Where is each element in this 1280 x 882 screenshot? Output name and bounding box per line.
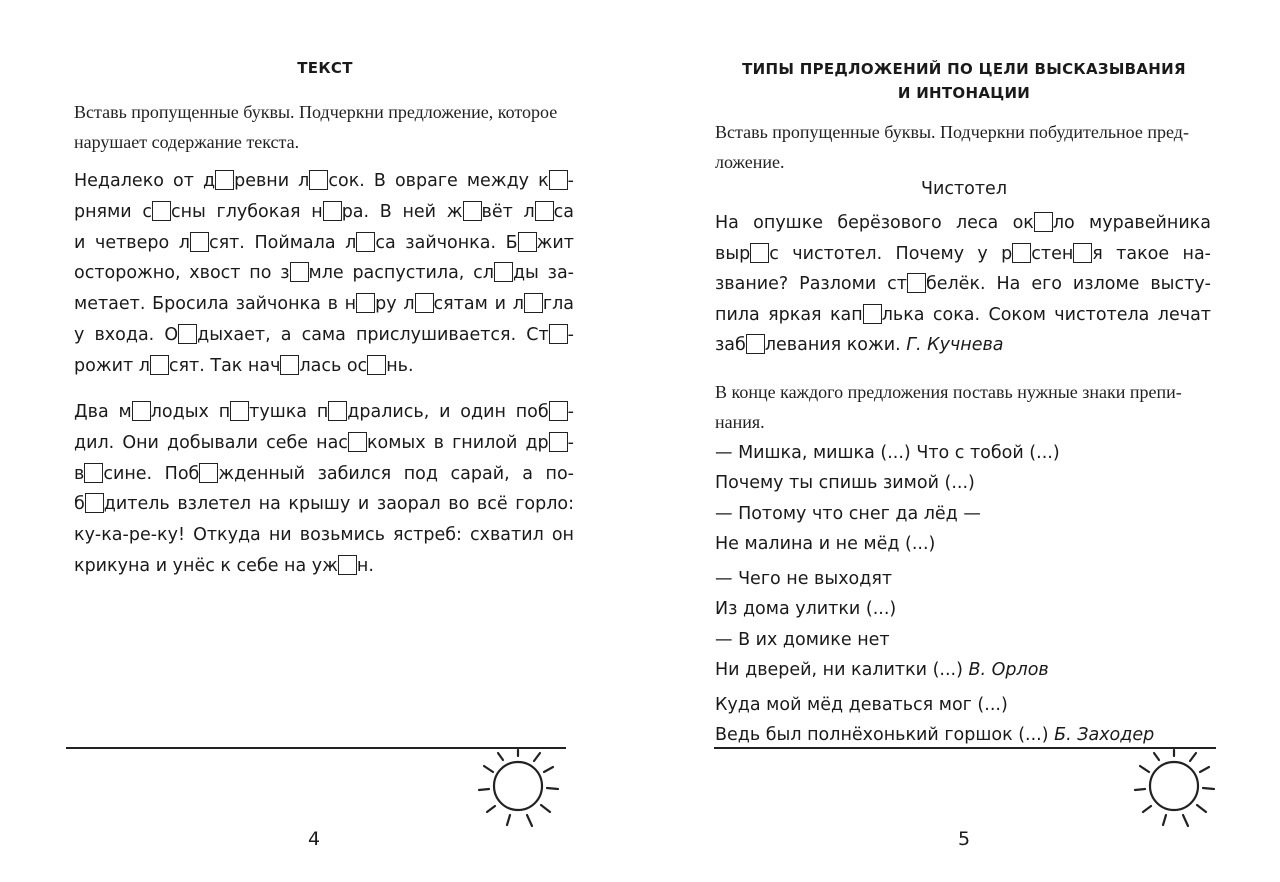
poem-line: — В их домике нет	[715, 629, 890, 650]
right-instruction	[715, 117, 1225, 177]
missing-letter-box[interactable]	[415, 293, 434, 313]
missing-letter-box[interactable]	[290, 262, 309, 282]
text-segment: сят. Так нач	[168, 355, 281, 376]
poem-honey	[715, 690, 1215, 751]
text-segment: дыхает, а сама прислушивается. Ст	[197, 324, 549, 345]
text-segment: -	[567, 324, 574, 345]
right-page-title	[714, 57, 1214, 105]
missing-letter-box[interactable]	[549, 170, 568, 190]
story-title: Чистотел	[920, 179, 1008, 199]
text-segment: крикуна и унёс к себе на уж	[74, 555, 338, 576]
text-segment: стен	[1031, 243, 1074, 264]
text-segment: заб	[715, 335, 746, 355]
poem-line: Не малина и не мёд (...)	[715, 533, 936, 554]
missing-letter-box[interactable]	[746, 334, 765, 354]
text-segment: дрались, и один поб	[347, 402, 549, 422]
text-line	[715, 269, 1211, 300]
missing-letter-box[interactable]	[863, 304, 882, 324]
text-segment: рожит л	[74, 355, 150, 376]
text-segment: жит	[536, 232, 574, 253]
poem-bear	[715, 438, 1215, 559]
missing-letter-box[interactable]	[1012, 243, 1031, 263]
page-number: 4	[308, 828, 321, 850]
missing-letter-box[interactable]	[150, 355, 169, 375]
text-line	[74, 289, 574, 320]
text-segment: сят. Поймала л	[208, 232, 357, 253]
text-segment: вёт л	[481, 201, 535, 222]
text-line	[74, 351, 574, 382]
missing-letter-box[interactable]	[549, 432, 568, 452]
missing-letter-box[interactable]	[348, 432, 367, 452]
missing-letter-box[interactable]	[230, 401, 249, 421]
text-segment: ревни л	[234, 171, 310, 191]
poem-text: Ни дверей, ни калитки (...)	[715, 659, 969, 680]
story-author: Г. Кучнева	[906, 335, 1004, 355]
text-line	[74, 428, 574, 459]
text-segment: н.	[356, 555, 374, 576]
missing-letter-box[interactable]	[463, 201, 482, 221]
missing-letter-box[interactable]	[328, 401, 347, 421]
left-instruction	[74, 97, 584, 157]
right-instruction-2	[715, 377, 1225, 437]
missing-letter-box[interactable]	[190, 232, 209, 252]
text-segment: белёк. На его изломе высту-	[925, 274, 1211, 294]
missing-letter-box[interactable]	[356, 232, 375, 252]
poem-line: Почему ты спишь зимой (...)	[715, 473, 975, 494]
text-segment: гла	[542, 294, 575, 315]
left-page-title: ТЕКСТ	[297, 59, 353, 77]
poem-line: — Чего не выходят	[715, 569, 893, 589]
poem-author: Б. Заходер	[1054, 725, 1155, 746]
right-page	[640, 0, 1280, 882]
poem-line: Куда мой мёд деваться мог (...)	[715, 695, 1008, 715]
missing-letter-box[interactable]	[518, 232, 537, 252]
text-line	[74, 520, 574, 551]
missing-letter-box[interactable]	[215, 170, 234, 190]
missing-letter-box[interactable]	[494, 262, 513, 282]
instruction-line: нания.	[715, 412, 765, 432]
text-segment: комых в гнилой др	[366, 432, 549, 453]
text-segment: Недалеко от д	[74, 171, 216, 191]
instruction-line: В конце каждого предложения поставь нужные знаки препи-	[715, 382, 1182, 402]
title-line: ТИПЫ ПРЕДЛОЖЕНИЙ ПО ЦЕЛИ ВЫСКАЗЫВАНИЯ	[742, 60, 1186, 78]
text-segment: ру л	[375, 294, 415, 315]
text-segment: б	[74, 494, 85, 515]
missing-letter-box[interactable]	[280, 355, 299, 375]
missing-letter-box[interactable]	[84, 463, 103, 483]
text-segment: левания кожи.	[764, 335, 907, 355]
missing-letter-box[interactable]	[356, 293, 375, 313]
poem-author: В. Орлов	[968, 659, 1049, 680]
poem-text: Ведь был полнёхонький горшок (...)	[715, 725, 1055, 746]
title-line: И ИНТОНАЦИИ	[897, 84, 1031, 102]
text-line	[74, 459, 574, 490]
text-segment: у входа. О	[74, 324, 179, 345]
text-segment: я такое на-	[1092, 243, 1211, 264]
missing-letter-box[interactable]	[367, 355, 386, 375]
text-segment: сок. В овраге между к	[328, 171, 549, 191]
text-line	[74, 197, 574, 228]
text-segment: пила яркая кап	[715, 304, 863, 325]
instruction-line: нарушает содержание текста.	[74, 132, 300, 152]
text-line	[715, 300, 1211, 331]
text-segment: и четверо л	[74, 232, 190, 253]
text-line	[74, 320, 574, 351]
text-segment: На опушке берёзового леса ок	[715, 213, 1034, 233]
missing-letter-box[interactable]	[152, 201, 171, 221]
text-segment: в	[74, 463, 85, 484]
text-segment: ку-ка-ре-ку! Откуда ни возьмись ястреб: схватил он	[74, 525, 574, 546]
poem-line: — Мишка, мишка (...) Что с тобой (...)	[715, 443, 1060, 463]
text-segment: -	[567, 432, 574, 453]
text-segment: жденный забился под сарай, а по-	[218, 463, 574, 484]
text-segment: метает. Бросила зайчонка в н	[74, 294, 357, 315]
text-segment: ло муравейника	[1052, 213, 1211, 233]
text-segment: осторожно, хвост по з	[74, 263, 290, 284]
missing-letter-box[interactable]	[750, 243, 769, 263]
poem-line	[715, 655, 1215, 685]
sun-icon	[1130, 748, 1226, 832]
missing-letter-box[interactable]	[907, 273, 926, 293]
text-segment: Два м	[74, 402, 132, 422]
text-line	[74, 228, 574, 259]
missing-letter-box[interactable]	[535, 201, 554, 221]
text-segment: нь.	[386, 355, 414, 376]
text-segment: лька сока. Соком чистотела лечат	[881, 304, 1212, 325]
text-segment: -	[567, 402, 574, 422]
text-line	[74, 397, 574, 428]
text-line	[74, 551, 574, 582]
exercise-text-roosters	[74, 397, 574, 582]
missing-letter-box[interactable]	[338, 555, 357, 575]
text-segment: звание? Разломи ст	[715, 274, 907, 294]
page-number: 5	[958, 828, 971, 850]
missing-letter-box[interactable]	[132, 401, 151, 421]
missing-letter-box[interactable]	[549, 324, 568, 344]
missing-letter-box[interactable]	[309, 170, 328, 190]
missing-letter-box[interactable]	[85, 493, 104, 513]
missing-letter-box[interactable]	[549, 401, 568, 421]
text-segment: дитель взлетел на крышу и заорал во всё горло:	[103, 494, 574, 515]
text-segment: ды за-	[512, 263, 574, 284]
text-line	[715, 208, 1211, 239]
text-segment: ра. В ней ж	[341, 201, 463, 222]
text-segment: мле распустила, сл	[308, 263, 494, 284]
missing-letter-box[interactable]	[1034, 212, 1053, 232]
instruction-line: Вставь пропущенные буквы. Подчеркни побудительное пред-	[715, 122, 1189, 142]
missing-letter-box[interactable]	[178, 324, 197, 344]
text-segment: са зайчонка. Б	[375, 232, 518, 253]
text-segment: са	[553, 201, 574, 222]
text-segment: лодых п	[150, 402, 231, 422]
instruction-line: ложение.	[715, 152, 785, 172]
text-segment: тушка п	[249, 402, 329, 422]
exercise-text-celandine	[715, 208, 1211, 361]
poem-line: — Потому что снег да лёд —	[715, 503, 981, 524]
text-line	[715, 330, 1211, 361]
text-line	[74, 489, 574, 520]
missing-letter-box[interactable]	[199, 463, 218, 483]
text-segment: сны глубокая н	[170, 201, 323, 222]
text-segment: -	[567, 171, 574, 191]
missing-letter-box[interactable]	[524, 293, 543, 313]
text-segment: с чистотел. Почему у р	[769, 243, 1013, 264]
text-segment: лась ос	[299, 355, 368, 376]
exercise-text-fox	[74, 166, 574, 382]
text-segment: сятам и л	[433, 294, 524, 315]
instruction-line: Вставь пропущенные буквы. Подчеркни предложение, которое	[74, 102, 558, 122]
text-segment: рнями с	[74, 201, 152, 222]
text-segment: дил. Они добывали себе нас	[74, 432, 348, 453]
text-segment: выр	[715, 243, 751, 264]
text-line	[715, 239, 1211, 270]
text-line	[74, 258, 574, 289]
text-segment: сине. Поб	[103, 463, 200, 484]
text-line	[74, 166, 574, 197]
poem-snails	[715, 564, 1215, 685]
missing-letter-box[interactable]	[323, 201, 342, 221]
missing-letter-box[interactable]	[1073, 243, 1092, 263]
poem-line: Из дома улитки (...)	[715, 599, 897, 620]
sun-icon	[474, 748, 570, 832]
